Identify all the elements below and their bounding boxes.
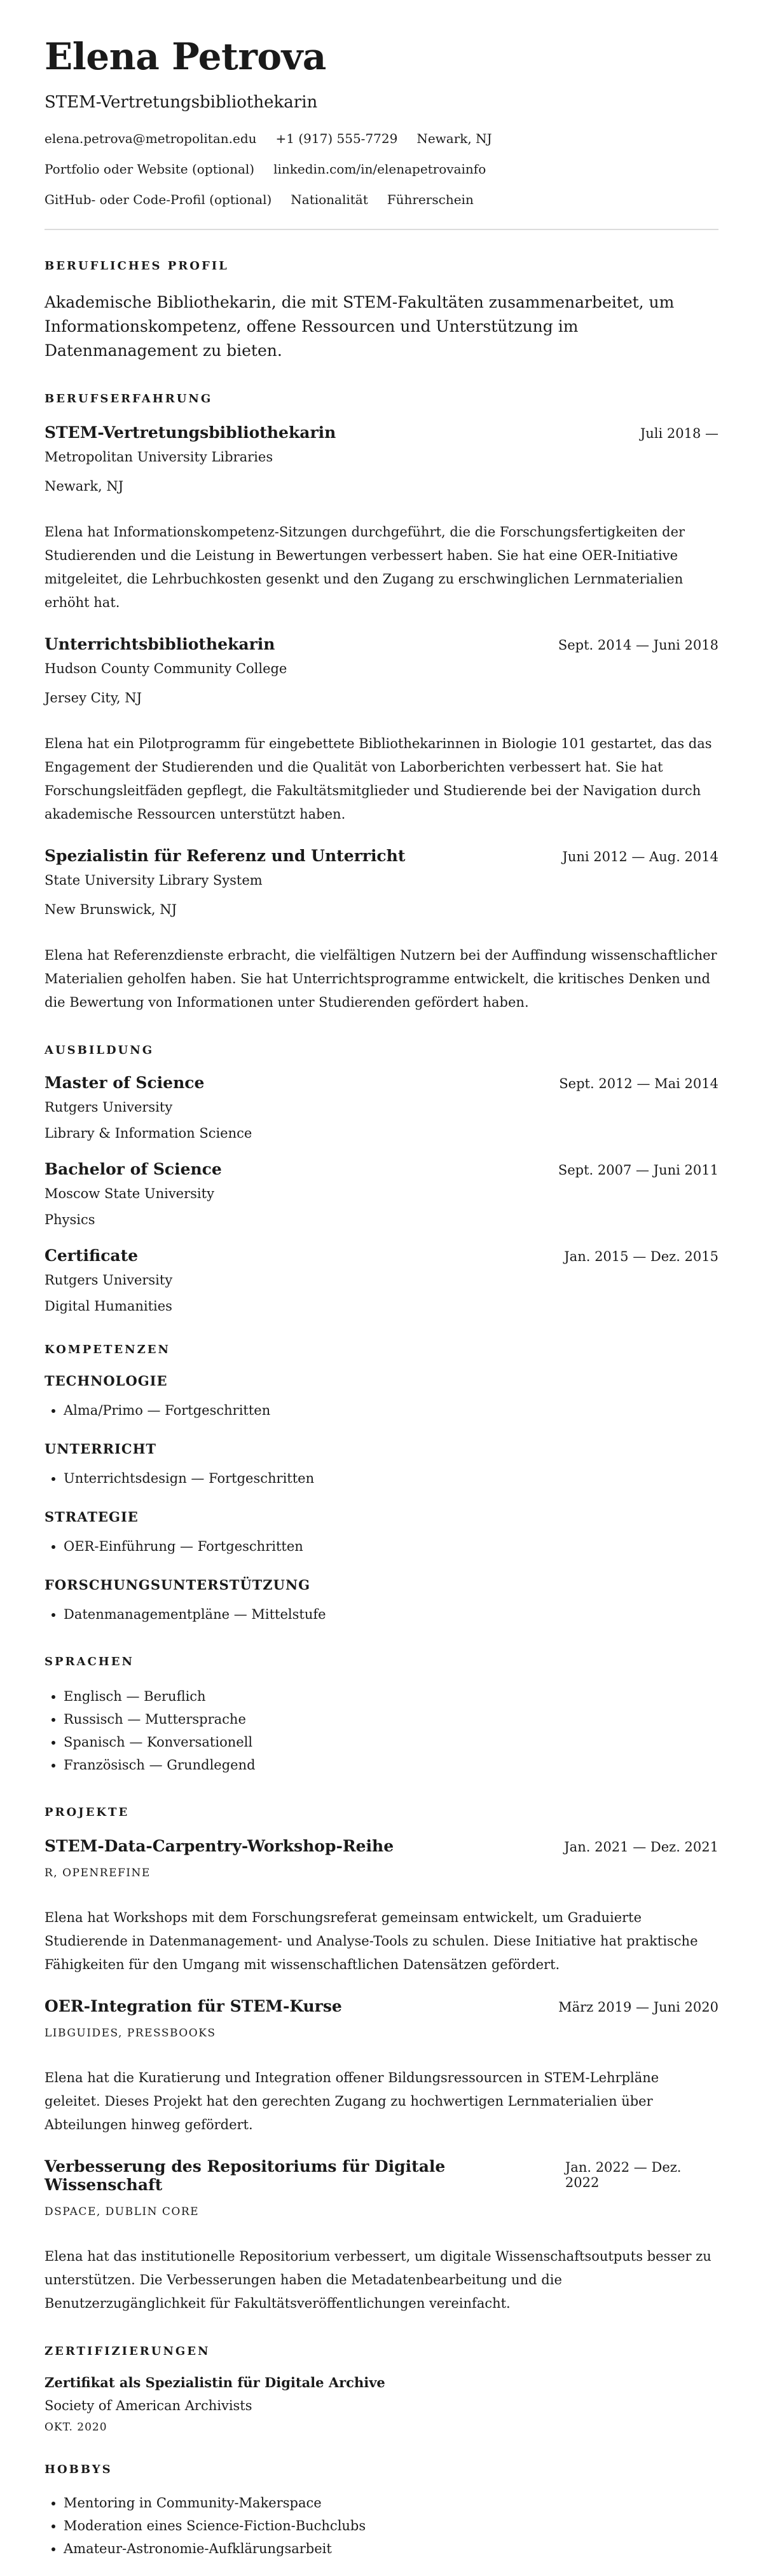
project-name: STEM-Data-Carpentry-Workshop-Reihe [45,1837,394,1855]
project-tech: LIBGUIDES, PRESSBOOKS [45,2027,216,2040]
nationality: Nationalität [291,192,368,207]
location: Newark, NJ [416,131,492,146]
job-date: Juni 2012 — Aug. 2014 [562,849,718,864]
degree-title: Certificate [45,1246,139,1265]
skill-item: • Alma/Primo — Fortgeschritten [64,1399,718,1422]
experience-entry [45,847,718,1014]
field-of-study: Digital Humanities [45,1298,172,1314]
project-entry [45,1837,718,1977]
language-item: • Englisch — Beruflich [64,1685,718,1708]
skills-list [45,1373,718,1626]
job-title: STEM-Vertretungsbibliothekarin [45,423,336,442]
skill-items [45,1535,718,1558]
field-of-study: Physics [45,1212,95,1227]
school-name: Rutgers University [45,1272,173,1288]
certification-date: OKT. 2020 [45,2421,107,2434]
hobby-list [45,2491,718,2560]
experience-entry [45,635,718,826]
degree-title: Master of Science [45,1073,205,1092]
skill-category: TECHNOLOGIE [45,1373,168,1389]
project-date: Jan. 2021 — Dez. 2021 [564,1839,718,1855]
section-title-certifications: ZERTIFIZIERUNGEN [45,2345,210,2358]
skill-category: FORSCHUNGSUNTERSTÜTZUNG [45,1577,311,1593]
contact-row-2 [45,161,718,177]
job-location: New Brunswick, NJ [45,902,177,917]
headline: STEM-Vertretungsbibliothekarin [45,93,318,112]
job-employer: Metropolitan University Libraries [45,449,273,465]
school-name: Rutgers University [45,1100,173,1115]
email-link[interactable]: elena.petrova@metropolitan.edu [45,131,257,146]
language-list [45,1685,718,1776]
project-description: Elena hat Workshops mit dem Forschungsreferat gemeinsam entwickelt, um Graduierte Studierende in Datenmanagement- und Analyse-Tools zu schulen. Diese Initiative hat praktische Fähigkeiten für den Umgang mit wissenschaftlichen Datensätzen gefördert. [45,1910,698,1972]
job-date: Sept. 2014 — Juni 2018 [558,637,718,653]
section-title-education: AUSBILDUNG [45,1044,155,1057]
section-title-projects: PROJEKTE [45,1806,130,1819]
project-tech: R, OPENREFINE [45,1867,151,1879]
job-date: Juli 2018 — [640,426,718,441]
portfolio-link[interactable]: Portfolio oder Website (optional) [45,161,255,177]
skill-items [45,1467,718,1490]
skill-category: STRATEGIE [45,1509,139,1525]
linkedin-link[interactable]: linkedin.com/in/elenapetrovainfo [273,161,486,177]
project-tech: DSPACE, DUBLIN CORE [45,2205,200,2218]
project-description: Elena hat das institutionelle Repositorium verbessert, um digitale Wissenschaftsoutputs besser zu unterstützen. Die Verbesserungen haben die Metadatenbearbeitung und die Benutzerzugänglichkeit für Fakultätsveröffentlichungen vereinfacht. [45,2249,711,2311]
certification-issuer: Society of American Archivists [45,2398,252,2413]
certification-name: Zertifikat als Spezialistin für Digitale Archive [45,2375,385,2390]
skill-items [45,1399,718,1422]
job-employer: Hudson County Community College [45,661,287,676]
project-date: März 2019 — Juni 2020 [558,2000,718,2015]
education-entry [45,1160,718,1227]
project-entry [45,2157,718,2315]
job-title: Spezialistin für Referenz und Unterricht [45,847,406,865]
skill-category: UNTERRICHT [45,1441,157,1457]
field-of-study: Library & Information Science [45,1126,252,1141]
section-title-languages: SPRACHEN [45,1655,134,1668]
language-item: • Spanisch — Konversationell [64,1731,718,1754]
section-title-hobbies: HOBBYS [45,2463,113,2476]
contact-row-3 [45,192,718,207]
skill-item: • Datenmanagementpläne — Mittelstufe [64,1603,718,1626]
school-name: Moscow State University [45,1186,214,1201]
project-name: Verbesserung des Repositoriums für Digitale Wissenschaft [45,2157,446,2194]
job-location: Jersey City, NJ [45,690,142,705]
job-description: Elena hat ein Pilotprogramm für eingebettete Bibliothekarinnen in Biologie 101 gestartet, das das Engagement der Studierenden und die Qualität von Laborberichten verbessert hat. Sie hat Forschungsleitfäden gepflegt, die Fakultätsmitglieder und Studierende bei der Navigation durch akademische Ressourcen unterstützt haben. [45,736,712,822]
job-description: Elena hat Informationskompetenz-Sitzungen durchgeführt, die die Forschungsfertigkeiten der Studierenden und die Leistung in Bewertungen verbessert haben. Sie hat eine OER-Initiative mitgeleitet, die Lehrbuchkosten gesenkt und den Zugang zu erschwinglichen Lernmaterialien erhöht hat. [45,524,685,610]
education-entry [45,1246,718,1314]
degree-date: Jan. 2015 — Dez. 2015 [564,1249,718,1264]
education-list [45,1073,718,1314]
project-list [45,1837,718,2315]
skill-item: • OER-Einführung — Fortgeschritten [64,1535,718,1558]
section-title-skills: KOMPETENZEN [45,1343,170,1356]
job-title: Unterrichtsbibliothekarin [45,635,275,653]
github-link[interactable]: GitHub- oder Code-Profil (optional) [45,192,272,207]
hobby-item: • Mentoring in Community-Makerspace [64,2491,718,2514]
skill-item: • Unterrichtsdesign — Fortgeschritten [64,1467,718,1490]
certification-entry [45,2375,718,2434]
degree-date: Sept. 2012 — Mai 2014 [559,1076,718,1091]
section-title-profile: BERUFLICHES PROFIL [45,259,229,273]
contact-row-1 [45,131,718,146]
project-entry [45,1997,718,2137]
education-entry [45,1073,718,1141]
language-item: • Russisch — Muttersprache [64,1708,718,1731]
experience-list [45,423,718,1014]
header-divider [45,229,718,230]
hobby-item: • Moderation eines Science-Fiction-Buchclubs [64,2514,718,2537]
job-description: Elena hat Referenzdienste erbracht, die vielfältigen Nutzern bei der Auffindung wissenschaftlicher Materialien geholfen haben. Sie hat Unterrichtsprogramme entwickelt, die kritisches Denken und die Bewertung von Informationen unter Studierenden gefördert haben. [45,948,717,1010]
section-title-experience: BERUFSERFAHRUNG [45,392,213,405]
project-description: Elena hat die Kuratierung und Integration offener Bildungsressourcen in STEM-Lehrpläne geleitet. Dieses Projekt hat den gerechten Zugang zu hochwertigen Lernmaterialien über Abteilungen hinweg gefördert. [45,2070,659,2132]
degree-date: Sept. 2007 — Juni 2011 [558,1162,718,1178]
resume-page [45,35,718,2560]
language-item: • Französisch — Grundlegend [64,1754,718,1776]
drivers-license: Führerschein [387,192,474,207]
project-name: OER-Integration für STEM-Kurse [45,1997,342,2015]
skill-items [45,1603,718,1626]
hobby-item: • Amateur-Astronomie-Aufklärungsarbeit [64,2537,718,2560]
candidate-name: Elena Petrova [45,35,326,78]
job-employer: State University Library System [45,873,263,888]
degree-title: Bachelor of Science [45,1160,222,1178]
profile-summary: Akademische Bibliothekarin, die mit STEM-Fakultäten zusammenarbeitet, um Informationskompetenz, offene Ressourcen und Unterstützung im Datenmanagement zu bieten. [45,293,675,360]
experience-entry [45,423,718,615]
job-location: Newark, NJ [45,479,124,494]
project-date: Jan. 2022 — Dez. 2022 [565,2160,682,2190]
phone-number[interactable]: +1 (917) 555-7729 [275,131,398,146]
